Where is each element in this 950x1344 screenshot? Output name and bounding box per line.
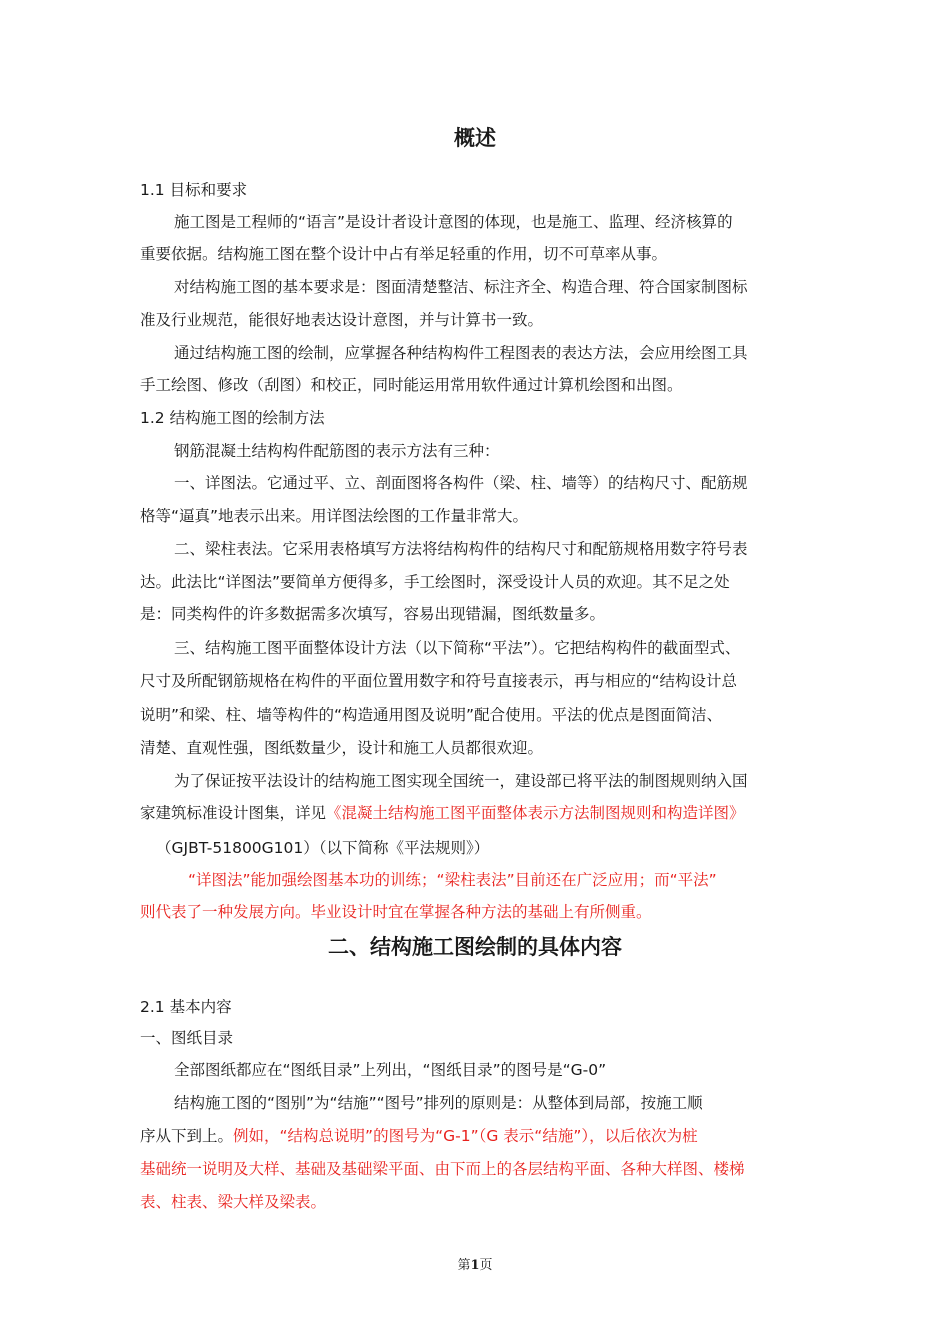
highlighted-line: 基础统一说明及大样、基础及基础梁平面、由下而上的各层结构平面、各种大样图、楼梯 (140, 1160, 745, 1178)
paragraph-line: 三、结构施工图平面整体设计方法（以下简称“平法”）。它把结构构件的截面型式、 (174, 639, 741, 657)
paragraph-line (140, 1126, 698, 1146)
paragraph-text: 家建筑标准设计图集，详见 (140, 804, 327, 822)
paragraph-line: 尺寸及所配钢筋规格在构件的平面位置用数字和符号直接表示，再与相应的“结构设计总 (140, 672, 738, 690)
paragraph-line: （GJBT-51800G101）（以下简称《平法规则》） (156, 839, 490, 857)
paragraph-line: 通过结构施工图的绘制，应掌握各种结构构件工程图表的表达方法，会应用绘图工具 (174, 344, 748, 362)
paragraph-line: 一、详图法。它通过平、立、剖面图将各构件（梁、柱、墙等）的结构尺寸、配筋规 (174, 474, 748, 492)
paragraph-text: 序从下到上。 (140, 1127, 234, 1145)
paragraph-line: 准及行业规范，能很好地表达设计意图，并与计算书一致。 (140, 311, 544, 329)
page-title: 概述 (454, 126, 496, 150)
paragraph-line: 钢筋混凝土结构构件配筋图的表示方法有三种： (174, 442, 500, 460)
paragraph-line: 达。此法比“详图法”要简单方便得多，手工绘图时，深受设计人员的欢迎。其不足之处 (140, 573, 730, 591)
page-number-prefix: 第 (457, 1258, 471, 1273)
section-title: 二、结构施工图绘制的具体内容 (328, 935, 622, 959)
paragraph-line: 清楚、直观性强，图纸数量少，设计和施工人员都很欢迎。 (140, 739, 544, 757)
highlighted-text: 《混凝土结构施工图平面整体表示方法制图规则和构造详图》 (326, 804, 745, 822)
page-number-value: 1 (470, 1258, 480, 1273)
paragraph-line: 对结构施工图的基本要求是：图面清楚整洁、标注齐全、构造合理、符合国家制图标 (174, 278, 748, 296)
paragraph-line: 说明”和梁、柱、墙等构件的“构造通用图及说明”配合使用。平法的优点是图面简洁、 (140, 706, 723, 724)
paragraph-line: 全部图纸都应在“图纸目录”上列出，“图纸目录”的图号是“G-0” (174, 1061, 607, 1079)
highlighted-text: 例如，“结构总说明”的图号为“G-1”（G 表示“结施”），以后依次为桩 (233, 1127, 698, 1145)
paragraph-line: 二、梁柱表法。它采用表格填写方法将结构构件的结构尺寸和配筋规格用数字符号表 (174, 540, 748, 558)
highlighted-line: “详图法”能加强绘图基本功的训练；“梁柱表法”目前还在广泛应用；而“平法” (188, 871, 717, 889)
paragraph-line (140, 803, 745, 823)
page-number (0, 1254, 950, 1273)
paragraph-line: 重要依据。结构施工图在整个设计中占有举足轻重的作用，切不可草率从事。 (140, 245, 668, 263)
paragraph-line: 是：同类构件的许多数据需多次填写，容易出现错漏，图纸数量多。 (140, 605, 606, 623)
paragraph-line: 格等“逼真”地表示出来。用详图法绘图的工作量非常大。 (140, 507, 529, 525)
paragraph-line: 手工绘图、修改（刮图）和校正，同时能运用常用软件通过计算机绘图和出图。 (140, 376, 683, 394)
page-number-suffix: 页 (479, 1258, 493, 1273)
highlighted-line: 表、柱表、梁大样及梁表。 (140, 1193, 327, 1211)
subsection-heading: 一、图纸目录 (140, 1029, 234, 1047)
section-heading: 2.1 基本内容 (140, 998, 232, 1016)
highlighted-line: 则代表了一种发展方向。毕业设计时宜在掌握各种方法的基础上有所侧重。 (140, 903, 652, 921)
section-heading: 1.1 目标和要求 (140, 181, 248, 199)
paragraph-line: 施工图是工程师的“语言”是设计者设计意图的体现，也是施工、监理、经济核算的 (174, 213, 733, 231)
paragraph-line: 为了保证按平法设计的结构施工图实现全国统一，建设部已将平法的制图规则纳入国 (174, 772, 748, 790)
paragraph-line: 结构施工图的“图别”为“结施”“图号”排列的原则是：从整体到局部，按施工顺 (174, 1094, 703, 1112)
section-heading: 1.2 结构施工图的绘制方法 (140, 409, 325, 427)
